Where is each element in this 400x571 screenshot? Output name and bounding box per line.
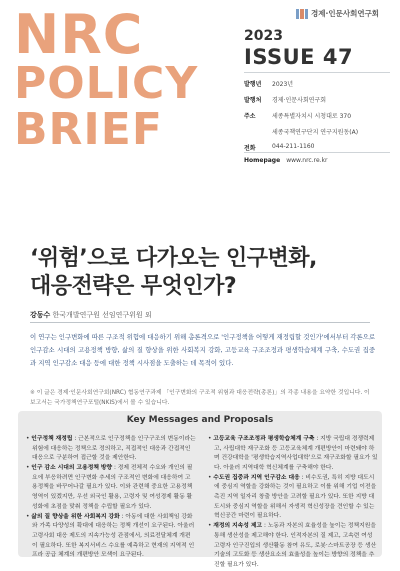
key-messages-left-column [26,435,196,561]
key-message-head: 수도권 집중과 지역 인구감소 대응 [213,474,300,481]
meta-value: 세종특별자치시 시청대로 370 [272,113,352,120]
key-message-body: : 근본적으로 인구정책을 인구구조의 변동이라는 위험에 대응하는 정책으로 정의하고, 직접적인 대응과 간접적인 대응으로 구분하여 접근할 것을 제안한다. [32,436,196,462]
footnote [30,388,375,408]
footnote-text: 이 글은 경제·인문사회연구회(NRC) 협동연구과제 「인구변화의 구조적 위험과 대응전략(총론)」의 각종 내용을 요약한 것입니다. 이 보고서는 국가정책연구포털(NKIS)에서 볼 수 있습니다. [30,390,370,406]
author-name: 강동수 [30,311,51,319]
issue-year: 2023 [244,28,283,44]
key-message-head: 인구 감소 시대의 고용정책 방향 [31,465,113,472]
author-line [30,310,152,320]
meta-divider [244,152,390,153]
meta-value: 044-211-1160 [272,143,315,150]
meta-row [244,111,351,120]
meta-value: 2023년 [272,81,294,88]
key-message-item: • 재정의 지속성 제고 : 노동과 자본의 효율성을 높이는 정책지원을 통해 생산성을 제고해야 한다. 인적자본의 질 제고, 고속련 여성 고령자 인구진입의 생산활동 참여 유도, 로봇·스마트공장 등 생산기술의 고도화 등 생산요소의 효율성을 높이는 방향의 정책을 추진할 필요가 있다. [208,523,377,568]
key-message-head: 고등교육 구조조정과 평생학습체계 구축 [213,436,315,442]
key-message-body: : 노동과 자본의 효율성을 높이는 정책지원을 통해 생산성을 제고해야 한다. 인적자본의 질 제고, 고속련 여성 고령자 인구진입의 생산활동 참여 유도, 로봇·스마트공장 등 생산기술의 고도화 등 생산요소의 효율성을 높이는 방향의 정책을 추진할 필요가 있다. [214,523,377,568]
meta-row [272,127,358,136]
org-logo [296,8,379,19]
meta-key: 발행처 [244,97,262,104]
key-message-body: : 비수도권, 특히 지방 대도시에 중심지 역할을 강화하는 것이 필요하고 이를 위해 기업 이전을 촉진 지역 일자리 창출 방안을 고려할 필요가 있다. 또한 지방 대도시와 중심지 역할을 위해서 자생적 혁신성장을 견인할 수 있는 혁신공간 마련이 필요하다. [214,474,377,520]
brand-nrc: NRC [14,3,144,66]
key-messages-right-column [208,435,378,571]
meta-divider [244,72,390,73]
meta-row [244,157,327,164]
author-affiliation: 한국개발연구원 선임연구위원 외 [52,311,152,319]
issue-number: ISSUE 47 [244,45,354,69]
brand-brief: BRIEF [14,104,163,155]
abstract: 이 연구는 인구변화에 따른 구조적 위험에 대응하기 위해 총론격으로 '인구정책을 어떻게 재정립할 것인가'에서부터 각론으로 인구감소 시대의 고용정책 방향, 삶의 질 향상을 위한 사회복지 강화, 고등교육 구조조정과 평생학습체계 구축, 수도권 집중과 지역 인구감소 대응 등에 대한 정책 시사점을 도출하는 데 목적이 있다. [30,333,375,367]
footnote-mark: ※ [30,390,37,396]
org-logo-name: 경제·인문사회연구회 [311,9,380,18]
author-divider [30,322,370,323]
meta-row [244,143,315,152]
key-message-item: • 인구정책 재정립 : 근본적으로 인구정책을 인구구조의 변동이라는 위험에 대응하는 정책으로 정의하고, 직접적인 대응과 간접적인 대응으로 구분하여 접근할 것을 제안한다. [26,436,196,462]
meta-key: 발행년 [244,81,262,88]
key-message-head: 삶의 질 향상을 위한 사회복지 강화 [31,513,120,520]
key-message-item: • 수도권 집중과 지역 인구감소 대응 : 비수도권, 특히 지방 대도시에 중심지 역할을 강화하는 것이 필요하고 이를 위해 기업 이전을 촉진 지역 일자리 창출 방안을 고려할 필요가 있다. 또한 지방 대도시와 중심지 역할을 위해서 자생적 혁신성장을 견인할 수 있는 혁신공간 마련이 필요하다. [208,474,377,520]
key-message-body: : 아동에 대한 사회책임 강화와 가족 다양성의 확대에 대응하는 정책 개선이 요구된다. 아울러 고령사회 대응 제도의 지속가능성 관점에서, 의료전달체계 개편이 필요하다. 또한 복지서비스 수요를 예측하고 현재의 지역적 인프라 공급 체계의 개편방안 모색이 요구된다. [32,513,195,559]
key-message-item: • 인구 감소 시대의 고용정책 방향 : 경제 전체적 수요와 개인의 필요에 부응하려면 인구변화 추세의 구조적인 변화에 대응하여 고용정책을 바꾸어나갈 필요가 있다. 이와 관련해 중요한 고용정책 영역이 있겠지만, 우선 외국인 활용, 고령자 및 여성경제 활동 활성화에 초점을 맞춰 정책을 수립할 필요가 있다. [26,465,193,510]
brand-policy: POLICY [14,58,199,109]
meta-value: 경제·인문사회연구회 [272,97,327,104]
meta-key: Homepage [244,157,281,164]
key-message-body: : 경제 전체적 수요와 개인의 필요에 부응하려면 인구변화 추세의 구조적인 변화에 대응하여 고용정책을 바꾸어나갈 필요가 있다. 이와 관련해 중요한 고용정책 영역이 있겠지만, 우선 외국인 활용, 고령자 및 여성경제 활동 활성화에 초점을 맞춰 정책을 수립할 필요가 있다. [32,465,193,510]
org-logo-mark-icon [296,9,308,19]
meta-row [244,79,293,88]
meta-value: 세종국책연구단지 연구지원동(A) [272,129,359,136]
key-message-body: : 지방 국립대 경쟁력제고, 사립대학 재구조화 등 고등교육체계 개편방안이 마련돼야 하며 건강대학을 '평생학습지역사업대학'으로 재구조화할 필요가 있다. 아울러 지역대학 혁신체계를 구축해야 한다. [214,436,378,471]
title-line-1: ‘위험’으로 다가오는 인구변화, [30,246,317,271]
key-messages-title: Key Messages and Proposals [126,415,274,425]
key-message-item: • 고등교육 구조조정과 평생학습체계 구축 : 지방 국립대 경쟁력제고, 사립대학 재구조화 등 고등교육체계 개편방안이 마련돼야 하며 건강대학을 '평생학습지역사업대학'으로 재구조화할 필요가 있다. 아울러 지역대학 혁신체계를 구축해야 한다. [208,436,378,471]
title-line-2: 대응전략은 무엇인가? [30,274,237,299]
meta-row [244,95,326,104]
homepage-link[interactable]: www.nrc.re.kr [286,157,328,164]
key-message-head: 인구정책 재정립 [31,436,73,442]
key-message-item: • 삶의 질 향상을 위한 사회복지 강화 : 아동에 대한 사회책임 강화와 가족 다양성의 확대에 대응하는 정책 개선이 요구된다. 아울러 고령사회 대응 제도의 지속가능성 관점에서, 의료전달체계 개편이 필요하다. 또한 복지서비스 수요를 예측하고 현재의 지역적 인프라 공급 체계의 개편방안 모색이 요구된다. [26,513,195,559]
meta-key: 전화 [244,145,256,152]
key-message-head: 재정의 지속성 제고 [213,523,263,530]
meta-key: 주소 [244,113,256,120]
